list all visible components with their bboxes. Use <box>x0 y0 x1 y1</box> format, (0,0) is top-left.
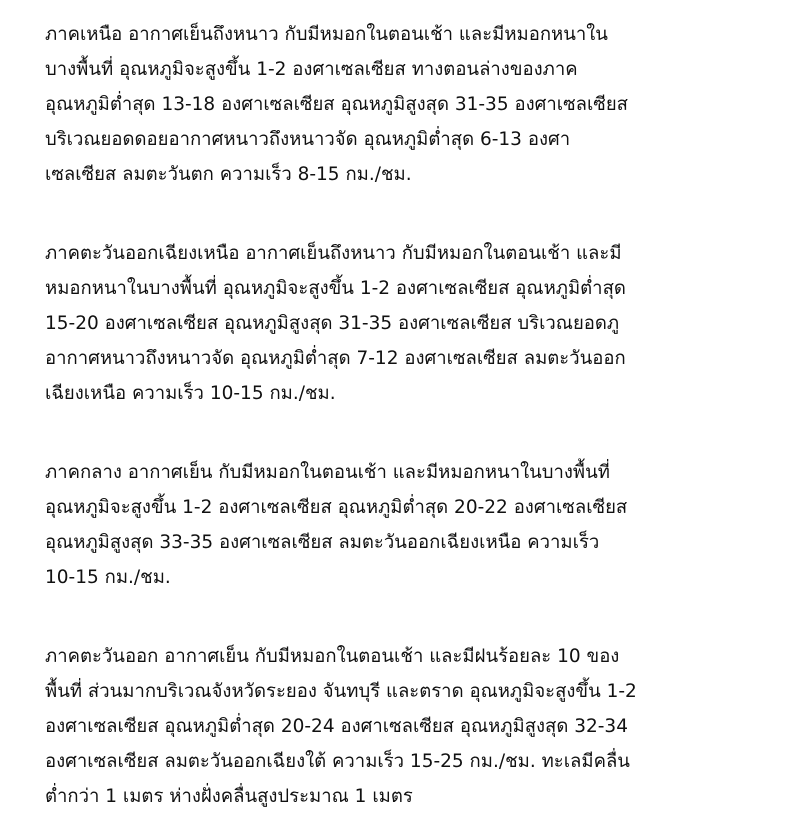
paragraph-north <box>45 17 745 192</box>
text-line: เซลเซียส ลมตะวันตก ความเร็ว 8-15 กม./ชม. <box>45 164 412 185</box>
weather-forecast-article <box>45 17 745 814</box>
text-line: ภาคตะวันออก อากาศเย็น กับมีหมอกในตอนเช้า และมีฝนร้อยละ 10 ของ <box>45 646 620 667</box>
paragraph-northeast <box>45 236 745 411</box>
text-line: บริเวณยอดดอยอากาศหนาวถึงหนาวจัด อุณหภูมิต่ำสุด 6-13 องศา <box>45 129 571 150</box>
text-line: อุณหภูมิสูงสุด 33-35 องศาเซลเซียส ลมตะวันออกเฉียงเหนือ ความเร็ว <box>45 532 600 553</box>
text-line: องศาเซลเซียส ลมตะวันออกเฉียงใต้ ความเร็ว 15-25 กม./ชม. ทะเลมีคลื่น <box>45 751 630 772</box>
text-line: อุณหภูมิจะสูงขึ้น 1-2 องศาเซลเซียส อุณหภูมิต่ำสุด 20-22 องศาเซลเซียส <box>45 497 628 518</box>
text-line: หมอกหนาในบางพื้นที่ อุณหภูมิจะสูงขึ้น 1-2 องศาเซลเซียส อุณหภูมิต่ำสุด <box>45 278 626 299</box>
text-line: ภาคตะวันออกเฉียงเหนือ อากาศเย็นถึงหนาว กับมีหมอกในตอนเช้า และมี <box>45 243 622 264</box>
text-line: ต่ำกว่า 1 เมตร ห่างฝั่งคลื่นสูงประมาณ 1 เมตร <box>45 786 413 807</box>
text-line: พื้นที่ ส่วนมากบริเวณจังหวัดระยอง จันทบุรี และตราด อุณหภูมิจะสูงขึ้น 1-2 <box>45 681 637 702</box>
paragraph-central <box>45 455 745 595</box>
text-line: อากาศหนาวถึงหนาวจัด อุณหภูมิต่ำสุด 7-12 องศาเซลเซียส ลมตะวันออก <box>45 348 626 369</box>
text-line: 15-20 องศาเซลเซียส อุณหภูมิสูงสุด 31-35 องศาเซลเซียส บริเวณยอดภู <box>45 313 620 334</box>
text-line: ภาคกลาง อากาศเย็น กับมีหมอกในตอนเช้า และมีหมอกหนาในบางพื้นที่ <box>45 462 610 483</box>
paragraph-east <box>45 639 745 814</box>
text-line: บางพื้นที่ อุณหภูมิจะสูงขึ้น 1-2 องศาเซลเซียส ทางตอนล่างของภาค <box>45 59 578 80</box>
text-line: องศาเซลเซียส อุณหภูมิต่ำสุด 20-24 องศาเซลเซียส อุณหภูมิสูงสุด 32-34 <box>45 716 628 737</box>
text-line: ภาคเหนือ อากาศเย็นถึงหนาว กับมีหมอกในตอนเช้า และมีหมอกหนาใน <box>45 24 608 45</box>
text-line: 10-15 กม./ชม. <box>45 567 171 588</box>
text-line: เฉียงเหนือ ความเร็ว 10-15 กม./ชม. <box>45 383 336 404</box>
text-line: อุณหภูมิต่ำสุด 13-18 องศาเซลเซียส อุณหภูมิสูงสุด 31-35 องศาเซลเซียส <box>45 94 628 115</box>
